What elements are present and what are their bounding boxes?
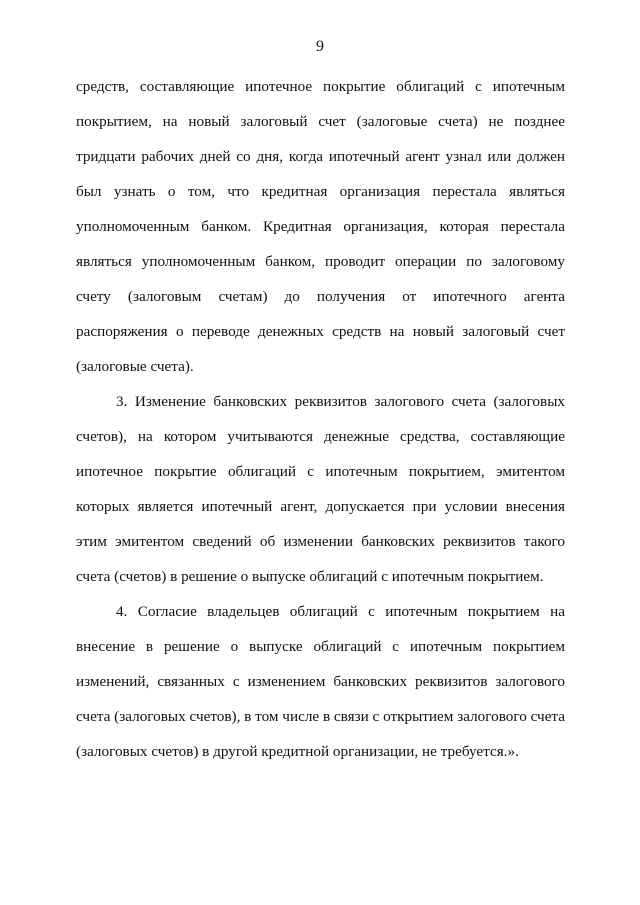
paragraph-4-first-line: 4. Согласие владельцев облигаций с ипотечным покрытием на [116, 603, 565, 620]
text-line: являться уполномоченным банком, проводит операции по залоговому [76, 253, 565, 270]
text-line: счетов), на котором учитываются денежные средства, составляющие [76, 428, 565, 445]
text-line: распоряжения о переводе денежных средств на новый залоговый счет [76, 323, 565, 340]
paragraph-3-first-line: 3. Изменение банковских реквизитов залогового счета (залоговых [116, 393, 565, 410]
text-line: внесение в решение о выпуске облигаций с ипотечным покрытием [76, 638, 565, 655]
text-line: которых является ипотечный агент, допускается при условии внесения [76, 498, 565, 515]
text-line: покрытием, на новый залоговый счет (залоговые счета) не позднее [76, 113, 565, 130]
text-line: тридцати рабочих дней со дня, когда ипотечный агент узнал или должен [76, 148, 565, 165]
text-line: ипотечное покрытие облигаций с ипотечным покрытием, эмитентом [76, 463, 565, 480]
text-line: изменений, связанных с изменением банковских реквизитов залогового [76, 673, 565, 690]
text-line: был узнать о том, что кредитная организация перестала являться [76, 183, 565, 200]
text-line: счета (счетов) в решение о выпуске облигаций с ипотечным покрытием. [76, 568, 544, 585]
text-line: средств, составляющие ипотечное покрытие облигаций с ипотечным [76, 78, 565, 95]
text-line: счета (залоговых счетов), в том числе в связи с открытием залогового счета [76, 708, 565, 725]
text-line: (залоговые счета). [76, 358, 194, 375]
page-number: 9 [316, 38, 324, 55]
text-line: (залоговых счетов) в другой кредитной организации, не требуется.». [76, 743, 519, 760]
text-line: уполномоченным банком. Кредитная организация, которая перестала [76, 218, 565, 235]
text-line: этим эмитентом сведений об изменении банковских реквизитов такого [76, 533, 565, 550]
text-line: счету (залоговым счетам) до получения от ипотечного агента [76, 288, 565, 305]
